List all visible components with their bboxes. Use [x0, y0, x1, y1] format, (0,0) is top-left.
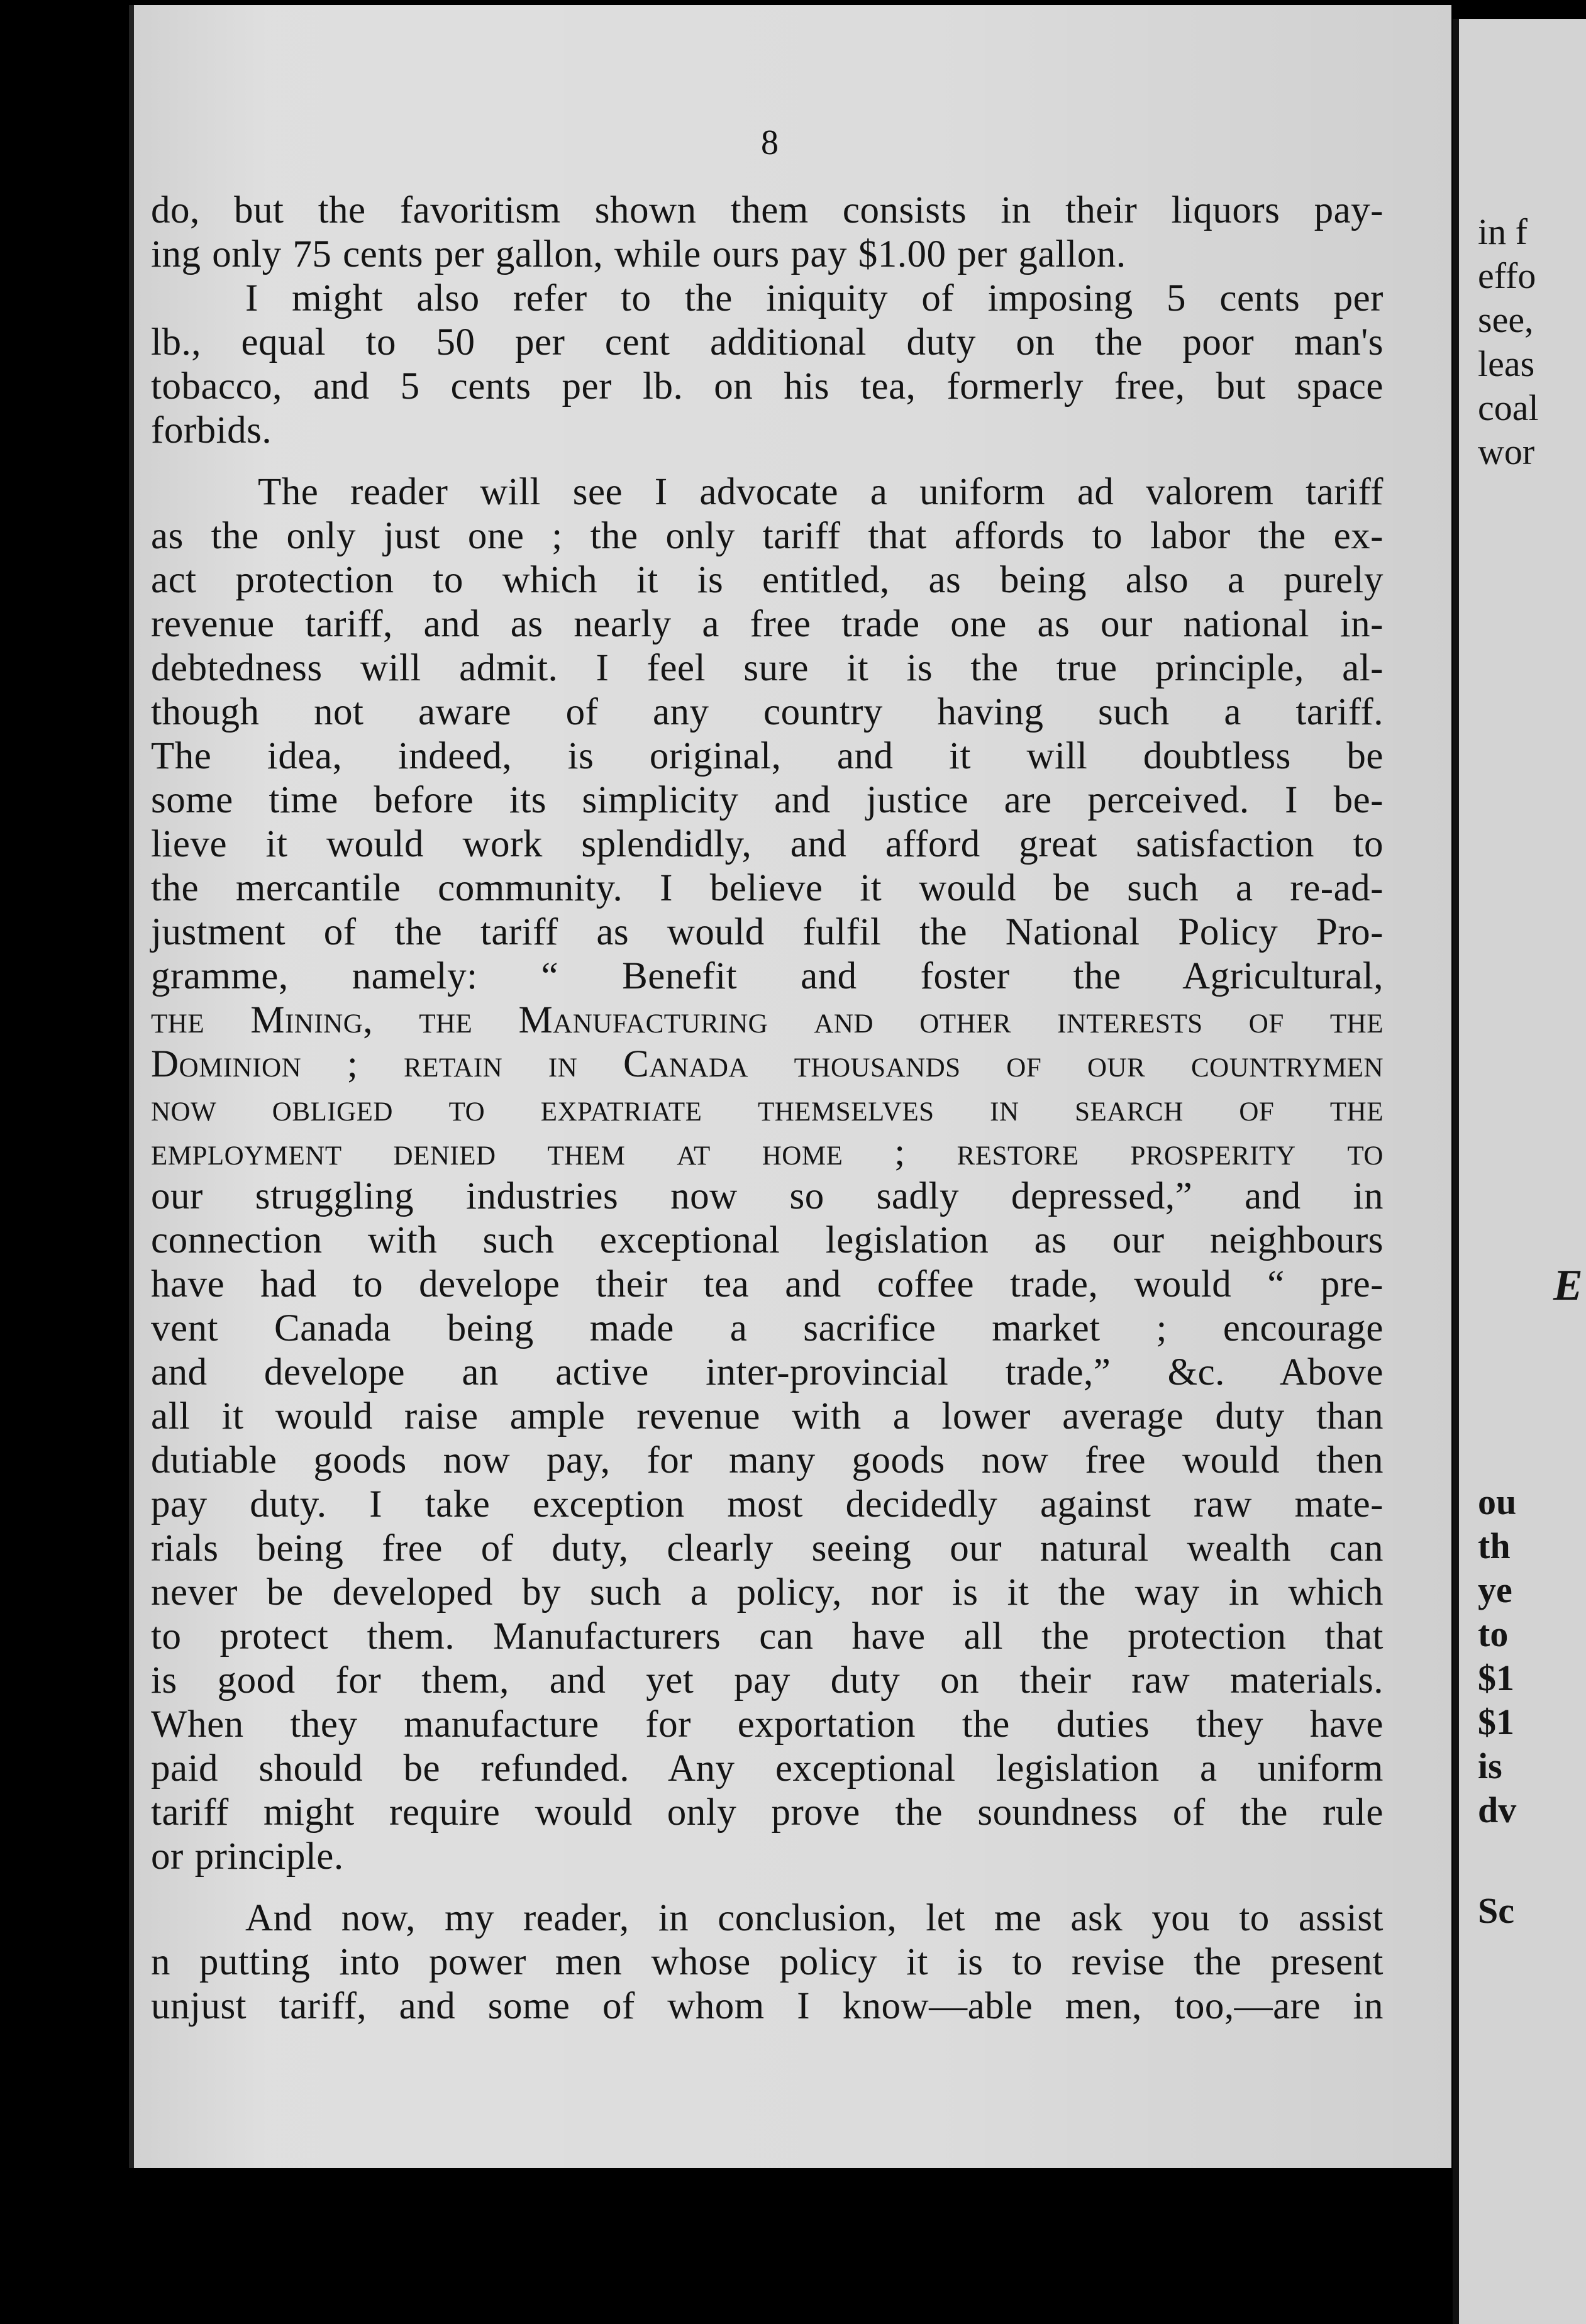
text-line: dutiable goods now pay, for many goods now free would then [151, 1439, 1384, 1481]
text-line: And now, my reader, in conclusion, let me ask you to assist [245, 1897, 1384, 1939]
text-line: The idea, indeed, is original, and it will doubtless be [151, 735, 1384, 777]
text-line: to protect them. Manufacturers can have all the protection that [151, 1615, 1384, 1657]
text-line: connection with such exceptional legislation as our neighbours [151, 1219, 1384, 1261]
text-line: or principle. [151, 1835, 344, 1878]
right-fragment: th [1478, 1525, 1511, 1566]
text-line: some time before its simplicity and justice are perceived. I be- [151, 779, 1384, 821]
text-line: When they manufacture for exportation the duties they have [151, 1703, 1384, 1746]
page-number: 8 [761, 123, 779, 162]
right-fragment: effo [1478, 255, 1536, 296]
text-line: n putting into power men whose policy it is to revise the present [151, 1941, 1384, 1983]
text-line: unjust tariff, and some of whom I know—able men, too,—are in [151, 1985, 1384, 2027]
text-line: do, but the favoritism shown them consists in their liquors pay- [151, 189, 1384, 231]
text-line: act protection to which it is entitled, as being also a purely [151, 559, 1384, 601]
text-line: rials being free of duty, clearly seeing our natural wealth can [151, 1527, 1384, 1569]
text-line: The reader will see I advocate a uniform ad valorem tariff [258, 471, 1384, 513]
text-line: as the only just one ; the only tariff that affords to labor the ex- [151, 515, 1384, 557]
text-line: revenue tariff, and as nearly a free trade one as our national in- [151, 603, 1384, 645]
right-fragment: in f [1478, 211, 1528, 252]
right-fragment: dv [1478, 1790, 1517, 1830]
right-fragment: ou [1478, 1481, 1517, 1522]
right-page-edge [1453, 19, 1586, 2324]
text-line: tobacco, and 5 cents per lb. on his tea, formerly free, but space [151, 365, 1384, 407]
right-fragment: ye [1478, 1569, 1512, 1610]
text-line: employment denied them at home ; restore prosperity to [151, 1131, 1384, 1173]
text-line: though not aware of any country having such a tariff. [151, 691, 1384, 733]
right-fragment: is [1478, 1746, 1502, 1786]
right-fragment: to [1478, 1613, 1509, 1654]
text-line: and develope an active inter-provincial trade,” &c. Above [151, 1351, 1384, 1393]
text-line: all it would raise ample revenue with a lower average duty than [151, 1395, 1384, 1437]
text-line: I might also refer to the iniquity of imposing 5 cents per [245, 277, 1384, 319]
text-line: now obliged to expatriate themselves in search of the [151, 1087, 1384, 1129]
text-line: debtedness will admit. I feel sure it is the true principle, al- [151, 647, 1384, 689]
text-line: gramme, namely: “ Benefit and foster the Agricultural, [151, 955, 1384, 997]
text-line: Dominion ; retain in Canada thousands of our countrymen [151, 1043, 1384, 1085]
text-line: is good for them, and yet pay duty on their raw materials. [151, 1659, 1384, 1702]
text-line: paid should be refunded. Any exceptional legislation a uniform [151, 1747, 1384, 1790]
text-line: lb., equal to 50 per cent additional duty on the poor man's [151, 321, 1384, 363]
text-line: vent Canada being made a sacrifice market ; encourage [151, 1307, 1384, 1349]
text-line: justment of the tariff as would fulfil the National Policy Pro- [151, 911, 1384, 953]
right-fragment: see, [1478, 299, 1534, 340]
right-fragment: coal [1478, 387, 1539, 428]
body-text [151, 189, 1384, 2028]
right-fragment: Sc [1478, 1890, 1514, 1931]
text-line: the mercantile community. I believe it would be such a re-ad- [151, 867, 1384, 909]
right-fragment: wor [1478, 431, 1535, 472]
text-line: the Mining, the Manufacturing and other interests of the [151, 999, 1384, 1041]
text-line: ing only 75 cents per gallon, while ours pay $1.00 per gallon. [151, 233, 1126, 275]
right-fragment: $1 [1478, 1702, 1514, 1742]
text-line: lieve it would work splendidly, and afford great satisfaction to [151, 823, 1384, 865]
text-line: forbids. [151, 409, 272, 451]
text-line: pay duty. I take exception most decidedly against raw mate- [151, 1483, 1384, 1525]
text-line: have had to develope their tea and coffee trade, would “ pre- [151, 1263, 1384, 1305]
right-fragment: leas [1478, 343, 1535, 384]
text-line: our struggling industries now so sadly depressed,” and in [151, 1175, 1384, 1217]
text-line: never be developed by such a policy, nor is it the way in which [151, 1571, 1384, 1613]
right-fragment: E [1553, 1261, 1583, 1310]
right-fragment: $1 [1478, 1657, 1514, 1698]
text-line: tariff might require would only prove the soundness of the rule [151, 1791, 1384, 1834]
